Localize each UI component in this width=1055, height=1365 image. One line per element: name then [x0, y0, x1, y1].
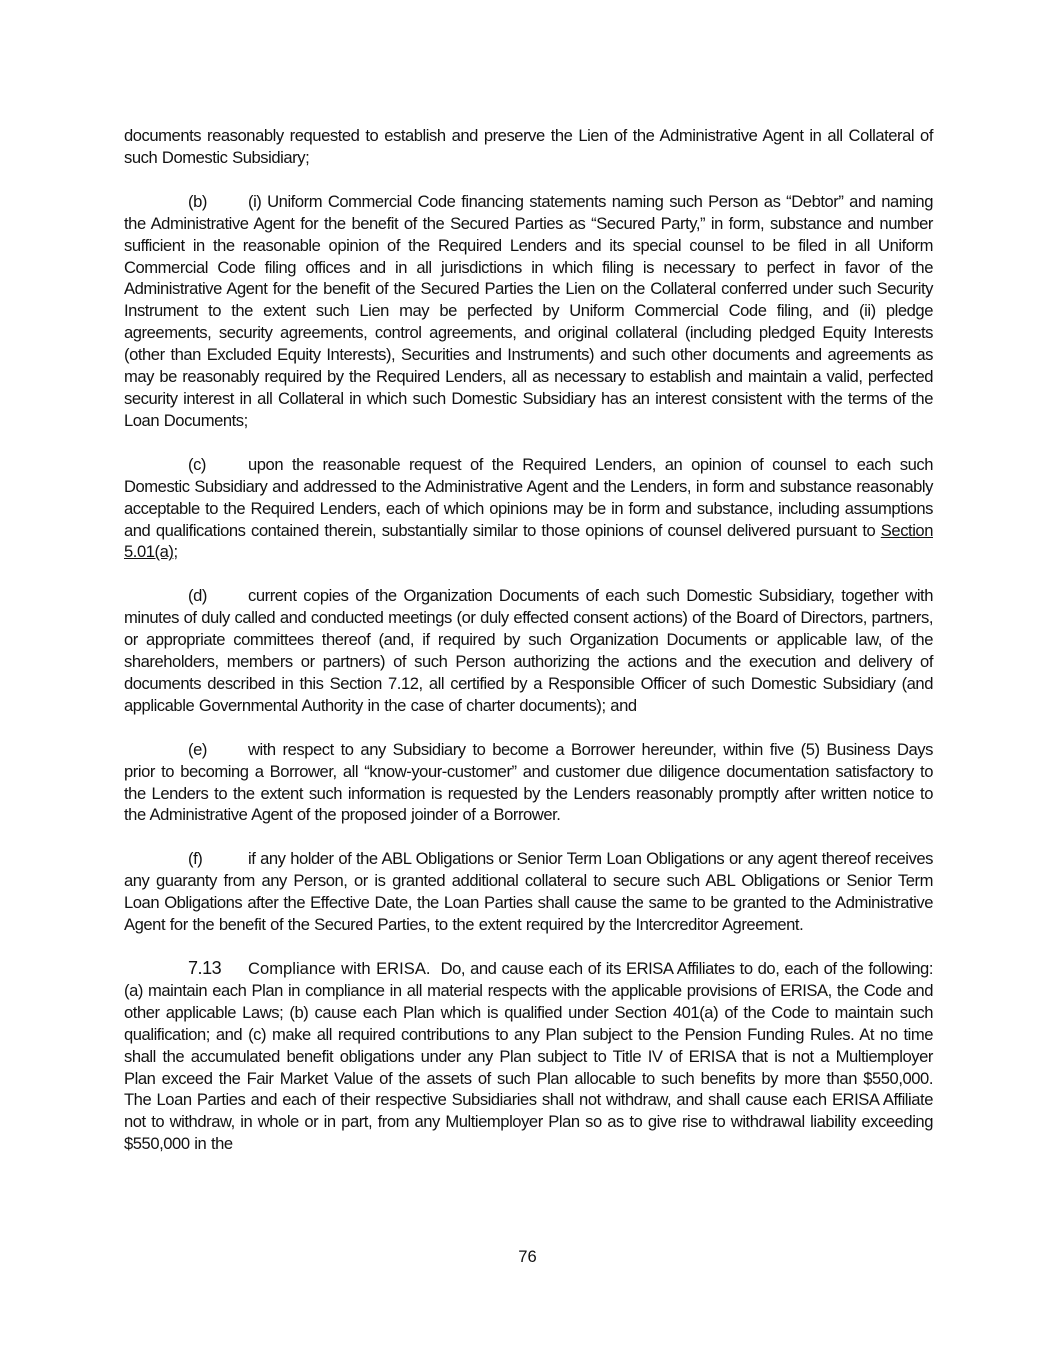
item-d-marker: (d)	[188, 586, 207, 606]
item-f-marker: (f)	[188, 849, 203, 869]
paragraph-item-d	[124, 585, 933, 716]
section-501a-reference-link[interactable]: Section 5.01(a)	[124, 520, 933, 562]
item-c-text-end: ;	[173, 542, 178, 562]
item-b-text: (i) Uniform Commercial Code financing statements naming such Person as “Debtor” and naming the Administrative Agent for the benefit of the Secured Parties as “Secured Party,” in form, substance and number sufficient in the reasonable opinion of the Required Lenders and its special counsel to be filed in all Uniform Commercial Code filing offices and in all jurisdictions in which filing is necessary to perfect in favor of the Administrative Agent for the benefit of the Secured Parties the Lien on the Collateral conferred under such Security Instrument to the extent such Lien may be perfected by Uniform Commercial Code filing, and (ii) pledge agreements, security agreements, control agreements, and original collateral (including pledged Equity Interests (other than Excluded Equity Interests), Securities and Instruments) and such other documents and agreements as may be reasonably required by the Required Lenders, all as necessary to establish and maintain a valid, perfected security interest in all Collateral in which such Domestic Subsidiary has an interest consistent with the terms of the Loan Documents;	[124, 191, 933, 430]
item-f-text: if any holder of the ABL Obligations or Senior Term Loan Obligations or any agent thereof receives any guaranty from any Person, or is granted additional collateral to secure such ABL Obligations or Senior Term Loan Obligations after the Effective Date, the Loan Parties shall cause the same to be granted to the Administrative Agent for the benefit of the Secured Parties, to the extent required by the Intercreditor Agreement.	[124, 849, 933, 935]
item-b-marker: (b)	[188, 191, 207, 211]
item-c-text: upon the reasonable request of the Required Lenders, an opinion of counsel to each such Domestic Subsidiary and addressed to the Administrative Agent and the Lenders, in form and substance reasonably acceptable to the Required Lenders, each of which opinions may be in form and substance, including assumptions and qualifications contained therein, substantially similar to those opinions of counsel delivered pursuant to	[124, 454, 933, 540]
document-body	[124, 125, 933, 1177]
paragraph-item-c	[124, 454, 933, 564]
section-7-13-heading: Compliance with ERISA.	[248, 959, 431, 978]
page-number: 76	[518, 1247, 537, 1266]
item-e-text: with respect to any Subsidiary to become a Borrower hereunder, within five (5) Business Days prior to becoming a Borrower, all “know-your-customer” and customer due diligence documentation satisfactory to the Lenders to the extent such information is requested by the Lenders reasonably promptly after written notice to the Administrative Agent of the proposed joinder of a Borrower.	[124, 739, 933, 825]
item-d-text: current copies of the Organization Documents of each such Domestic Subsidiary, together with minutes of duly called and conducted meetings (or duly effected consent actions) of the Board of Directors, partners, or appropriate committees thereof (and, if required by such Organization Documents or applicable law, of the shareholders, members or partners) of such Person authorizing the actions and the execution and delivery of documents described in this Section 7.12, all certified by a Responsible Officer of such Domestic Subsidiary (and applicable Governmental Authority in the case of charter documents); and	[124, 586, 933, 715]
section-7-13-text: Do, and cause each of its ERISA Affiliates to do, each of the following: (a) maintain each Plan in compliance in all material respects with the applicable provisions of ERISA, the Code and other applicable Laws; (b) cause each Plan which is qualified under Section 401(a) of the Code to maintain such qualification; and (c) make all required contributions to any Plan subject to the Pension Funding Rules. At no time shall the accumulated benefit obligations under any Plan subject to Title IV of ERISA that is not a Multiemployer Plan exceed the Fair Market Value of the assets of such Plan allocable to such benefits by more than $550,000. The Loan Parties and each of their respective Subsidiaries shall not withdraw, and shall cause each ERISA Affiliate not to withdraw, in whole or in part, from any Multiemployer Plan so as to give rise to withdrawal liability exceeding $550,000 in the	[124, 959, 933, 1154]
item-e-marker: (e)	[188, 739, 207, 759]
paragraph-continuation: documents reasonably requested to establish and preserve the Lien of the Administrative Agent in all Collateral of such Domestic Subsidiary;	[124, 126, 933, 167]
paragraph-item-b	[124, 191, 933, 432]
paragraph-item-e	[124, 739, 933, 827]
paragraph-item-f	[124, 848, 933, 936]
section-7-13-number: 7.13	[188, 958, 222, 978]
item-c-marker: (c)	[188, 454, 206, 474]
section-7-13	[124, 958, 933, 1155]
